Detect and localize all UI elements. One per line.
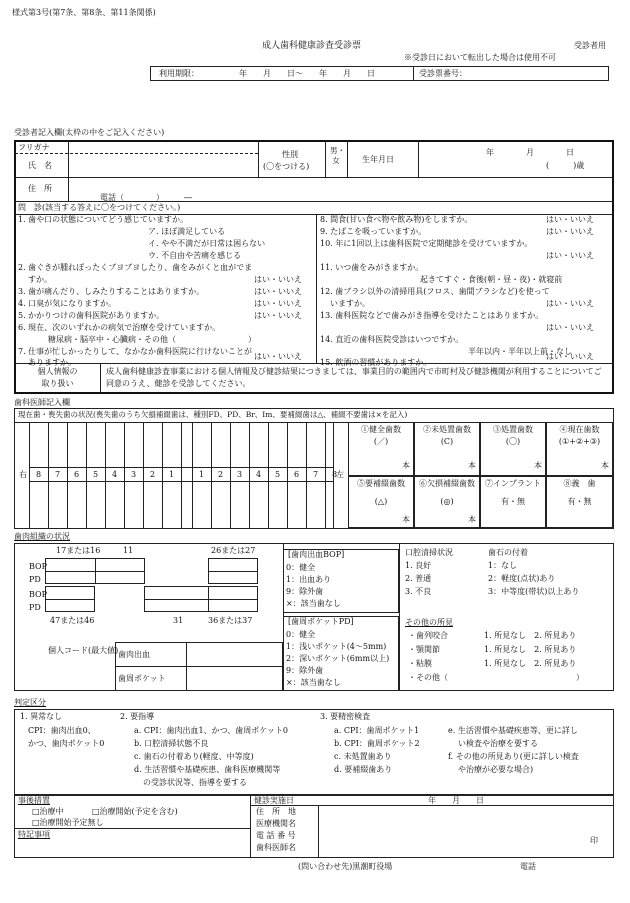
oral-item-3[interactable]: 3. 不良 [405,587,432,596]
count-box-6[interactable] [414,476,480,528]
field-dentist: 歯科医師名 [256,843,296,852]
judge-3e: e. 生活習慣や基礎疾患等、更に詳し [448,726,578,735]
count-label: ⑧義 歯 [563,479,596,488]
q11-options[interactable]: 起きてすぐ・食後(朝・昼・夜)・就寝前 [420,275,563,284]
count-label: ④現在歯数 [559,425,600,434]
ticket-number-label: 受診票番号： [419,69,467,78]
period-label: 利用期限： [159,69,199,78]
finding-other[interactable]: ・その他（ ） [408,673,584,682]
notes-label: 特記事項 [18,830,50,839]
q6: 6. 現在、次のいずれかの病気で治療を受けていますか。 [18,323,221,332]
lower-label-left: 47または46 [50,616,95,625]
count-box-5[interactable] [348,476,414,528]
after-title: 事後措置 [18,796,50,805]
form-number: 様式第3号(第7条、第8条、第11条関係) [12,8,156,17]
field-address: 住 所 地 [256,807,296,816]
tooth-upper-right-1[interactable]: 1 [168,470,175,479]
applicant-section-label: 受診者記入欄(太枠の中をご記入ください) [14,128,165,137]
upper-label-mid: 11 [123,546,134,555]
gum-bleed-label: 歯肉出血 [118,650,150,659]
count-symbol: (C) [440,437,454,446]
q7: 7. 仕事が忙しかったりして、なかなか歯科医院に行けないことが [18,347,253,356]
count-box-3[interactable] [480,422,546,476]
after-option-treating[interactable]: □治療中 [32,807,64,816]
period-box [150,66,609,81]
q12: 12. 歯ブラシ以外の清掃用具(フロス、歯間ブラシなど)を使って [320,287,550,296]
q6-options[interactable]: 糖尿病・脳卒中・心臓病・その他（ ） [48,335,256,344]
count-symbol: 有・無 [501,497,525,506]
oral-title: 口腔清掃状況 [405,548,453,557]
field-phone: 電 話 番 号 [256,831,296,840]
name-label: 氏 名 [28,161,52,170]
q2-answer[interactable]: はい・いいえ [254,275,302,284]
after-option-start[interactable]: □治療開始(予定を含む) [92,807,178,816]
right-label: 右 [19,470,27,479]
count-symbol: (△) [374,497,388,506]
judge-2d-cont: の受診状況等、指導を要する [143,778,247,787]
privacy-text: 成人歯科健康診査事業における個人情報及び健診結果につきましては、事業目的の範囲内で市町村及び健診機関が利用することについてご同意のうえ、健診を受診してください。 [106,367,602,388]
q12-cont: いますか。 [330,299,370,308]
q13-answer[interactable]: はい・いいえ [546,323,594,332]
privacy-label-2: 取り扱い [41,379,74,388]
count-symbol: (〇) [505,437,521,446]
count-box-2[interactable] [414,422,480,476]
pd-item-9: 9：除外歯 [286,666,324,675]
judge-3b: b. CPI：歯周ポケット2 [334,739,420,748]
q2: 2. 歯ぐきが腫れぼったくブヨブヨしたり、歯をみがくと血がでま [18,263,253,272]
contact-phone: 電話 [520,862,536,871]
code-label: 個人コード(最大値) [48,646,119,655]
judge-title: 判定区分 [14,698,46,707]
lower-label-mid: 31 [173,616,184,625]
count-unit: 本 [601,461,609,470]
judge-2d: d. 生活習慣や基礎疾患、歯科医療機関等 [134,765,281,774]
birth-date-label: 生年月日 [362,155,394,164]
finding-mucosa: ・粘膜 [408,659,432,668]
tooth-upper-left-3[interactable]: 3 [236,470,243,479]
q14: 14. 直近の歯科医院受診はいつですか。 [320,335,464,344]
bop-item-x: ×：該当歯なし [286,599,341,608]
age-field[interactable]: ( )歳 [546,161,585,170]
tooth-upper-left-1[interactable]: 1 [198,470,205,479]
tooth-upper-right-2[interactable]: 2 [149,470,156,479]
perio-title: 歯肉組織の状況 [14,532,70,541]
sex-label: 性別 [282,150,298,159]
q1-option-b[interactable]: イ. やや不満だが日常は困らない [148,239,266,248]
judge-3e-cont: い検査や治療を要する [458,739,538,748]
exam-date[interactable]: 年 月 日 [428,796,484,805]
finding-tmj-answer[interactable]: 1. 所見なし 2. 所見あり [484,645,577,654]
pd-legend-title: [歯周ポケットPD] [288,617,354,626]
seal-mark: 印 [590,836,598,845]
upper-label-right: 26または27 [211,546,256,555]
judge-3d: d. 要補綴歯あり [334,765,393,774]
tooth-upper-right-3[interactable]: 3 [130,470,137,479]
copy-label: 受診者用 [574,41,606,50]
lower-label-right: 36または37 [208,616,253,625]
row-label-pd-1: PD [29,575,41,584]
sex-hint: (〇をつける) [263,162,310,171]
count-symbol: (①+②+③) [558,437,601,446]
q14-options[interactable]: 半年以内・半年以上前・なし [468,347,572,356]
judge-2[interactable]: 2. 要指導 [120,712,155,721]
q10: 10. 年に1回以上は歯科医院で定期健診を受けていますか。 [320,239,533,248]
q1-option-a[interactable]: ア. ほぼ満足している [148,227,226,236]
bop-legend-title: [歯肉出血BOP] [288,550,345,559]
count-box-4[interactable] [546,422,613,476]
q3-answer[interactable]: はい・いいえ [254,287,302,296]
birth-date[interactable]: 年 月 日 [486,148,574,157]
privacy-label-1: 個人情報の [37,367,78,376]
q7-answer[interactable]: はい・いいえ [254,352,302,361]
furigana-label: フリガナ [18,143,50,152]
judge-1b: かつ、歯肉ポケット0 [28,739,105,748]
count-unit: 本 [402,515,410,524]
row-label-pd-2: PD [29,603,41,612]
address-label: 住 所 [28,184,52,193]
pd-item-1: 1：浅いポケット(4～5mm) [286,642,387,651]
q8: 8. 間食(甘い食べ物や飲み物)をしますか。 [320,215,473,224]
oral-item-1[interactable]: 1. 良好 [405,561,432,570]
count-symbol: (／) [373,437,389,446]
transfer-notice: ※受診日において転出した場合は使用不可 [404,53,556,62]
other-findings-title: その他の所見 [405,618,453,627]
bop-item-9: 9：除外歯 [286,587,324,596]
judge-3f-cont: や治療が必要な場合) [458,765,534,774]
judge-1a: CPI：歯肉出血0、 [28,726,96,735]
bop-item-0: 0：健全 [286,563,316,572]
calculus-item-1[interactable]: 1：なし [488,561,518,570]
q7-cont: ありますか。 [28,358,76,367]
finding-mucosa-answer[interactable]: 1. 所見なし 2. 所見あり [484,659,577,668]
upper-label-left: 17または16 [56,546,101,555]
oral-item-2[interactable]: 2. 普通 [405,574,432,583]
q1-option-c[interactable]: ウ. 不自由や苦痛を感じる [148,251,242,260]
bop-item-1: 1：出血あり [286,575,332,584]
row-label-bop-1: BOP [29,562,47,571]
teeth-title: 現在歯・喪失歯の状況(喪失歯のうち欠損補綴歯は、種別FD、PD、Br、Im、要補綴歯は△、補綴不要歯は×を記入) [18,410,408,419]
q5-answer[interactable]: はい・いいえ [254,311,302,320]
count-symbol: 有・無 [567,497,592,506]
count-box-8[interactable] [546,476,613,528]
count-unit: 本 [468,515,476,524]
q9-answer[interactable]: はい・いいえ [546,227,594,236]
tooth-upper-left-5[interactable]: 5 [274,470,281,479]
q10-answer[interactable]: はい・いいえ [546,251,594,260]
q9: 9. たばこを吸っていますか。 [320,227,427,236]
q2-cont: すか。 [28,275,52,284]
count-symbol: (◎) [440,497,454,506]
pd-item-x: ×：該当歯なし [286,678,341,687]
count-unit: 本 [402,461,410,470]
tooth-upper-left-7[interactable]: 7 [312,470,319,479]
judge-2a: a. CPI：歯肉出血1、かつ、歯周ポケット0 [134,726,288,735]
exam-date-label: 健診実施日 [254,796,294,805]
count-label: ⑤要補綴歯数 [357,479,405,488]
finding-occlusion-answer[interactable]: 1. 所見なし 2. 所見あり [484,631,577,640]
pd-item-0: 0：健全 [286,630,316,639]
pd-item-2: 2：深いポケット(6mm以上) [286,654,390,663]
field-clinic: 医療機関名 [256,819,296,828]
judge-3f: f. その他の所見あり(更に詳しい検査 [448,752,579,761]
count-label: ①健全歯数 [361,425,401,434]
q3: 3. 歯が痛んだり、しみたりすることはありますか。 [18,287,205,296]
tooth-upper-left-4[interactable]: 4 [255,470,262,479]
count-label: ⑦インプラント [485,479,541,488]
judge-3[interactable]: 3. 要精密検査 [320,712,371,721]
gum-pocket-label: 歯周ポケット [118,674,166,683]
q1: 1. 歯や口の状態についてどう感じていますか。 [18,215,189,224]
tooth-upper-right-6[interactable]: 6 [73,470,80,479]
count-label: ②未処置歯数 [423,425,471,434]
judge-1[interactable]: 1. 異常なし [20,712,63,721]
contact-office: (問い合わせ先)黒潮町役場 [298,862,393,871]
count-box-7[interactable] [480,476,546,528]
judge-2c: c. 歯石の付着あり(軽度、中等度) [134,752,254,761]
tooth-upper-left-6[interactable]: 6 [293,470,300,479]
finding-tmj: ・顎関節 [408,645,440,654]
sex-options[interactable]: 男・女 [330,146,345,165]
count-unit: 本 [534,461,542,470]
dentist-section-label: 歯科医師記入欄 [14,398,70,407]
judge-3a: a. CPI：歯周ポケット1 [334,726,420,735]
q15: 15. 飲酒の習慣がありますか。 [320,358,432,367]
tooth-upper-right-7[interactable]: 7 [54,470,61,479]
period-dates: 年 月 日～ 年 月 日 [239,69,375,78]
judge-3c: c. 未処置歯あり [334,752,392,761]
row-label-bop-2: BOP [29,590,47,599]
calculus-title: 歯石の付着 [488,548,528,557]
form-title: 成人歯科健康診査受診票 [262,41,362,51]
finding-occlusion: ・歯列咬合 [408,631,448,640]
left-label: 左 [336,470,344,479]
after-option-none[interactable]: □治療開始予定無し [32,818,104,827]
q5: 5. かかりつけの歯科医院がありますか。 [18,311,165,320]
count-unit: 本 [468,461,476,470]
tooth-upper-left-8[interactable]: 8 [331,470,338,479]
q11: 11. いつ歯をみがきますか。 [320,263,424,272]
count-label: ③処置歯数 [493,425,533,434]
calculus-item-3[interactable]: 3：中等度(帯状)以上あり [488,587,580,596]
q12-answer[interactable]: はい・いいえ [546,299,594,308]
count-label: ⑥欠損補綴歯数 [419,479,475,488]
tooth-upper-left-2[interactable]: 2 [217,470,224,479]
tooth-upper-right-4[interactable]: 4 [111,470,118,479]
judge-2b: b. 口腔清掃状態不良 [134,739,209,748]
q4: 4. 口臭が気になりますか。 [18,299,117,308]
tooth-upper-right-5[interactable]: 5 [92,470,99,479]
count-box-1[interactable] [348,422,414,476]
tooth-upper-right-8[interactable]: 8 [35,470,42,479]
q13: 13. 歯科医院などで歯みがき指導を受けたことはありますか。 [320,311,544,320]
calculus-item-2[interactable]: 2：軽度(点状)あり [488,574,556,583]
q15-answer[interactable]: はい・いいえ [546,352,594,361]
q8-answer[interactable]: はい・いいえ [546,215,594,224]
interview-title: 問 診(該当する答えに〇をつけてください。) [18,203,181,212]
q4-answer[interactable]: はい・いいえ [254,299,302,308]
phone-field[interactable]: 電話（ ） ― [100,193,192,202]
